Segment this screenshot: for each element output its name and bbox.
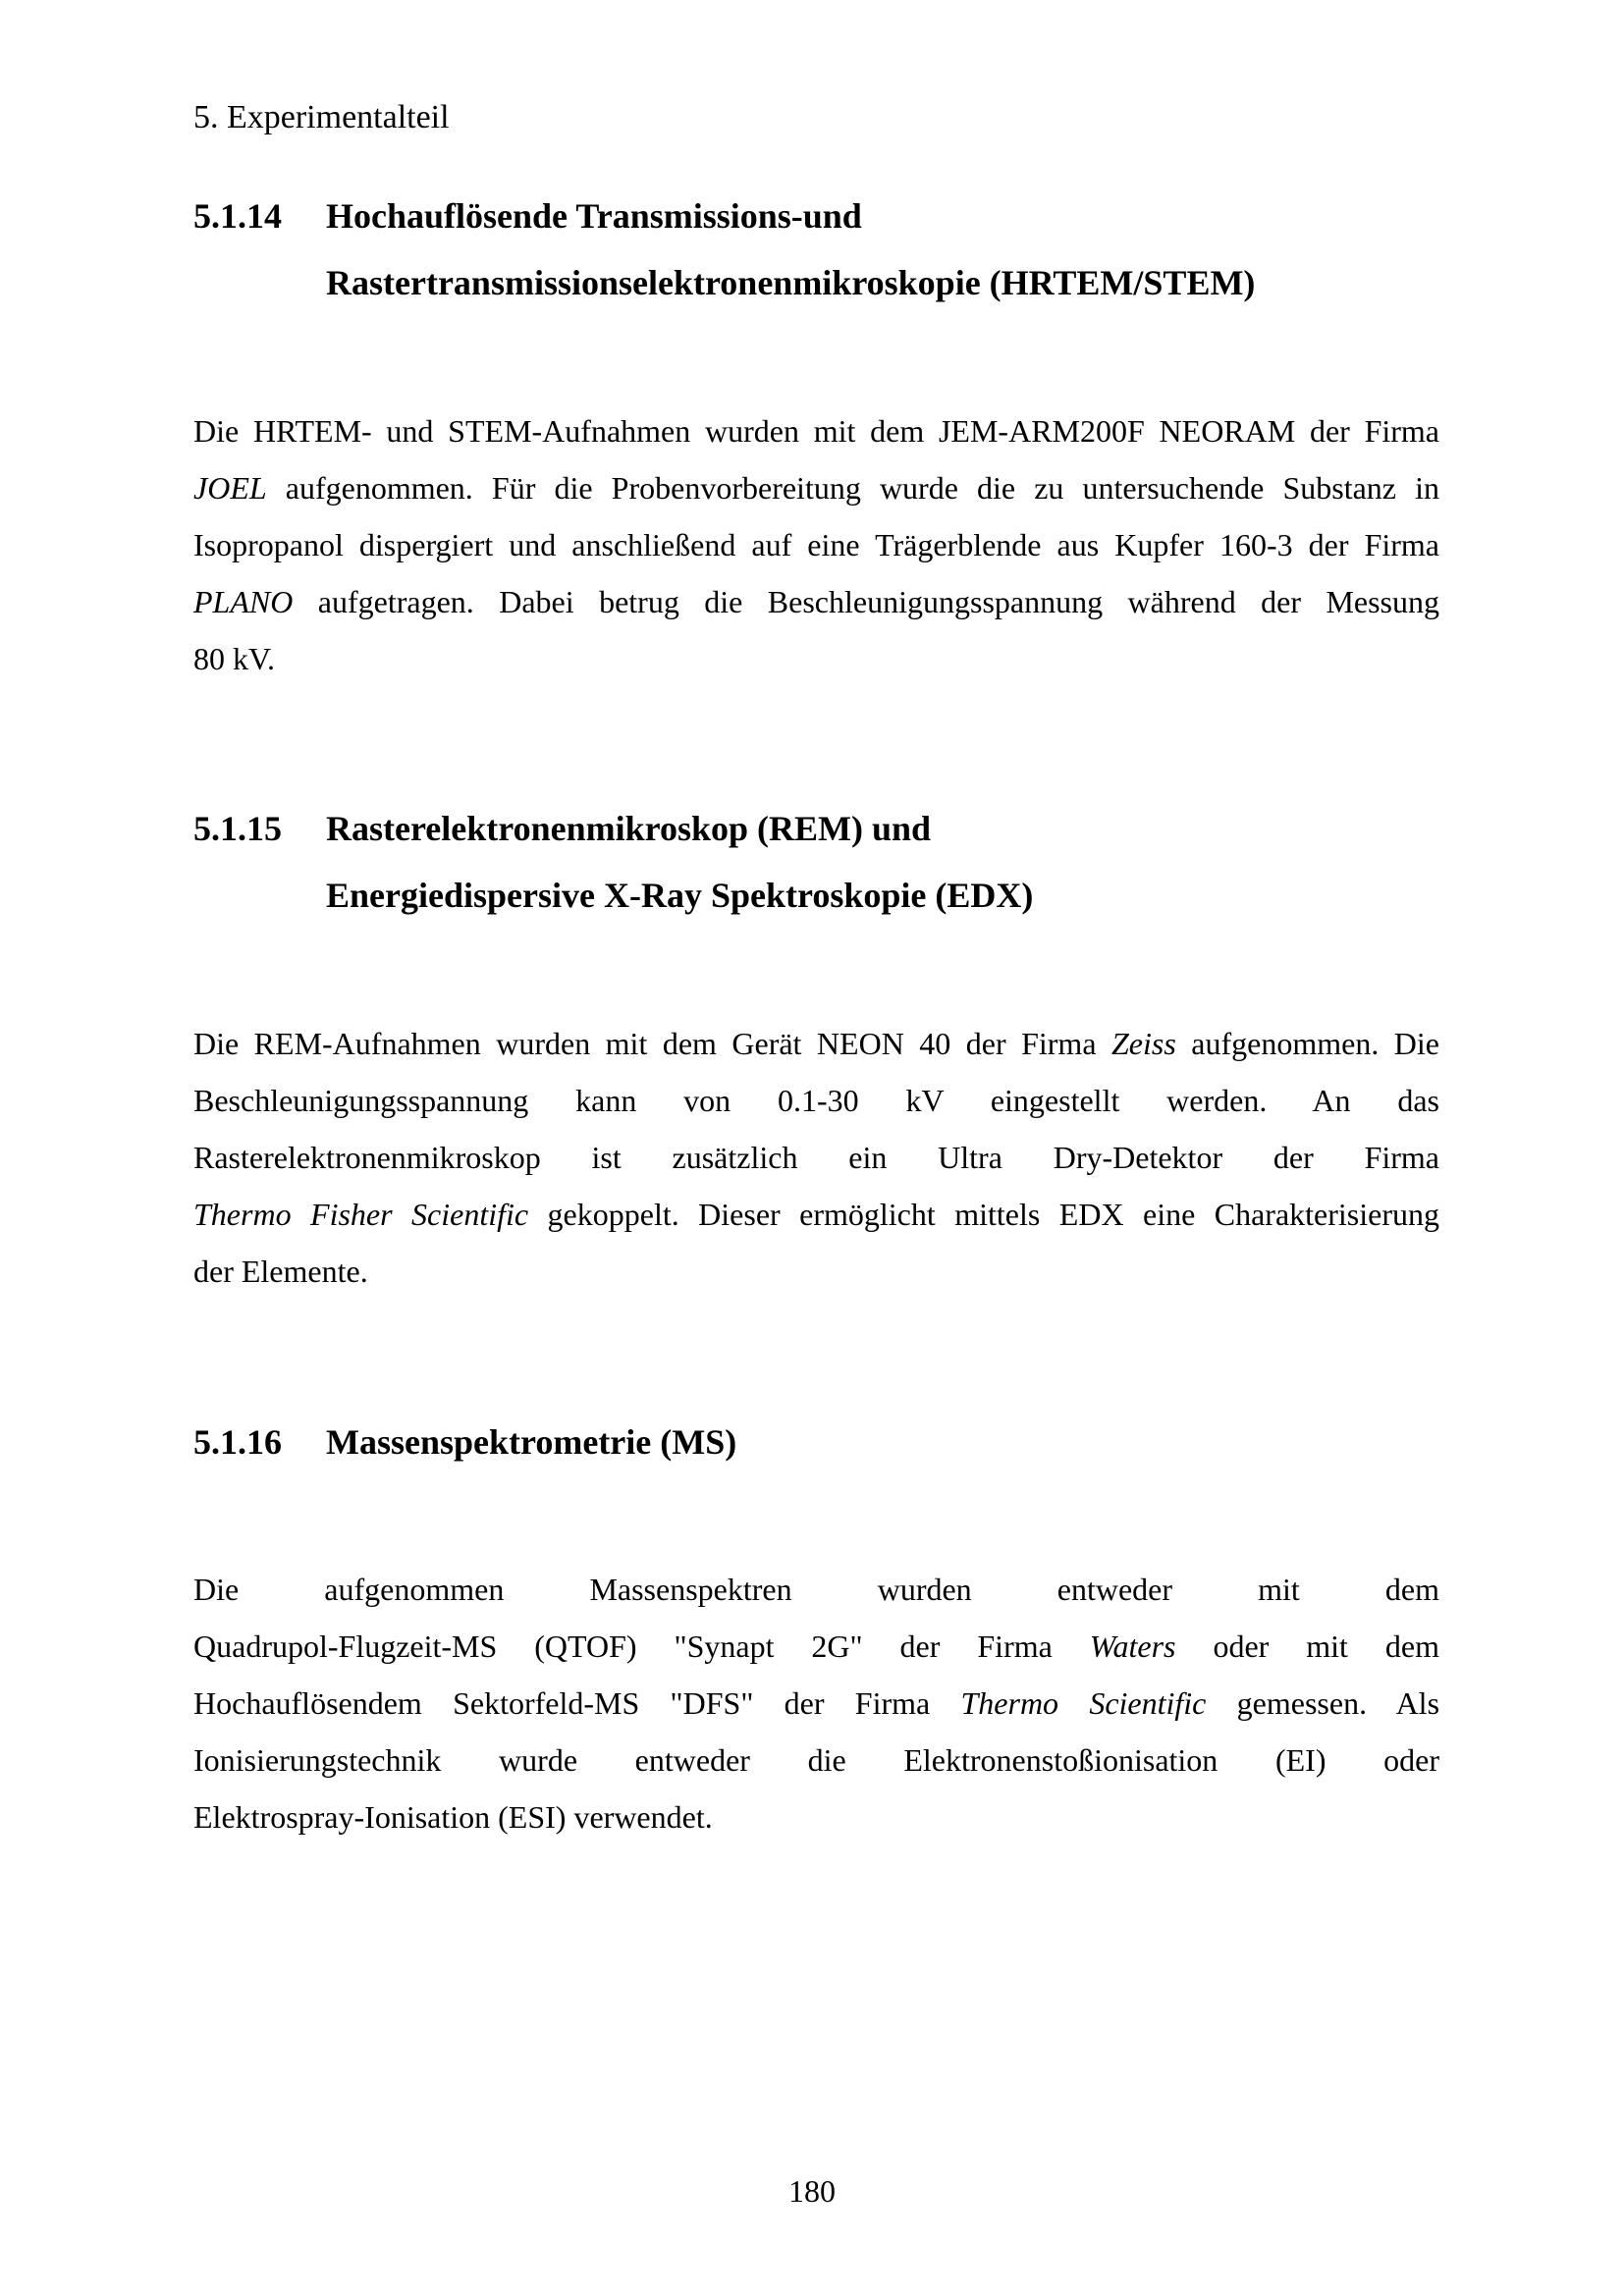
- section-number: 5.1.15: [193, 809, 282, 848]
- paragraph-rem: [193, 1015, 1439, 1300]
- text-line: Elektrospray-Ionisation (ESI) verwendet.: [193, 1799, 713, 1835]
- company-name: Thermo Fisher Scientific: [193, 1197, 529, 1232]
- text-line: PLANO aufgetragen. Dabei betrug die Beschleunigungsspannung während der Messung: [193, 584, 1439, 619]
- text-line: Die HRTEM- und STEM-Aufnahmen wurden mit dem JEM-ARM200F NEORAM der Firma: [193, 413, 1439, 449]
- company-name: Waters: [1089, 1629, 1176, 1664]
- company-name: Thermo Scientific: [960, 1685, 1207, 1721]
- text-line: der Elemente.: [193, 1254, 368, 1289]
- paragraph-hrtem: [193, 402, 1439, 687]
- text-line: JOEL aufgenommen. Für die Probenvorbereitung wurde die zu untersuchende Substanz in: [193, 470, 1439, 506]
- section-heading-5-1-15: [193, 795, 1440, 929]
- section-title-line: Rastertransmissionselektronenmikroskopie (HRTEM/STEM): [326, 263, 1256, 302]
- text-line: Die aufgenommen Massenspektren wurden entweder mit dem: [193, 1572, 1439, 1607]
- section-title-line: Rasterelektronenmikroskop (REM) und: [326, 809, 932, 848]
- text-line: 80 kV.: [193, 641, 275, 676]
- company-name: PLANO: [193, 584, 294, 619]
- section-title-line: Massenspektrometrie (MS): [326, 1422, 737, 1462]
- page-number: 180: [788, 2173, 836, 2209]
- company-name: JOEL: [193, 470, 267, 506]
- section-heading-5-1-14: [193, 183, 1440, 316]
- section-title-line: Energiedispersive X-Ray Spektroskopie (EDX): [326, 876, 1034, 915]
- text-line: Ionisierungstechnik wurde entweder die Elektronenstoßionisation (EI) oder: [193, 1742, 1439, 1778]
- section-heading-5-1-16: [193, 1409, 1440, 1475]
- text-line: Quadrupol-Flugzeit-MS (QTOF) "Synapt 2G" der Firma Waters oder mit dem: [193, 1629, 1440, 1664]
- text-line: Die REM-Aufnahmen wurden mit dem Gerät NEON 40 der Firma Zeiss aufgenommen. Die: [193, 1026, 1439, 1061]
- paragraph-ms: [193, 1561, 1439, 1845]
- running-head: 5. Experimentalteil: [193, 99, 450, 135]
- section-number: 5.1.16: [193, 1422, 282, 1462]
- section-number: 5.1.14: [193, 196, 282, 236]
- text-line: Isopropanol dispergiert und anschließend auf eine Trägerblende aus Kupfer 160-3 der Firma: [193, 527, 1439, 562]
- text-line: Hochauflösendem Sektorfeld-MS "DFS" der Firma Thermo Scientific gemessen. Als: [193, 1685, 1440, 1721]
- company-name: Zeiss: [1111, 1026, 1176, 1061]
- text-line: Thermo Fisher Scientific gekoppelt. Dieser ermöglicht mittels EDX eine Charakterisierung: [193, 1197, 1439, 1232]
- text-line: Rasterelektronenmikroskop ist zusätzlich ein Ultra Dry-Detektor der Firma: [193, 1140, 1439, 1175]
- text-line: Beschleunigungsspannung kann von 0.1-30 kV eingestellt werden. An das: [193, 1083, 1439, 1118]
- section-title-line: Hochauflösende Transmissions-und: [326, 196, 862, 236]
